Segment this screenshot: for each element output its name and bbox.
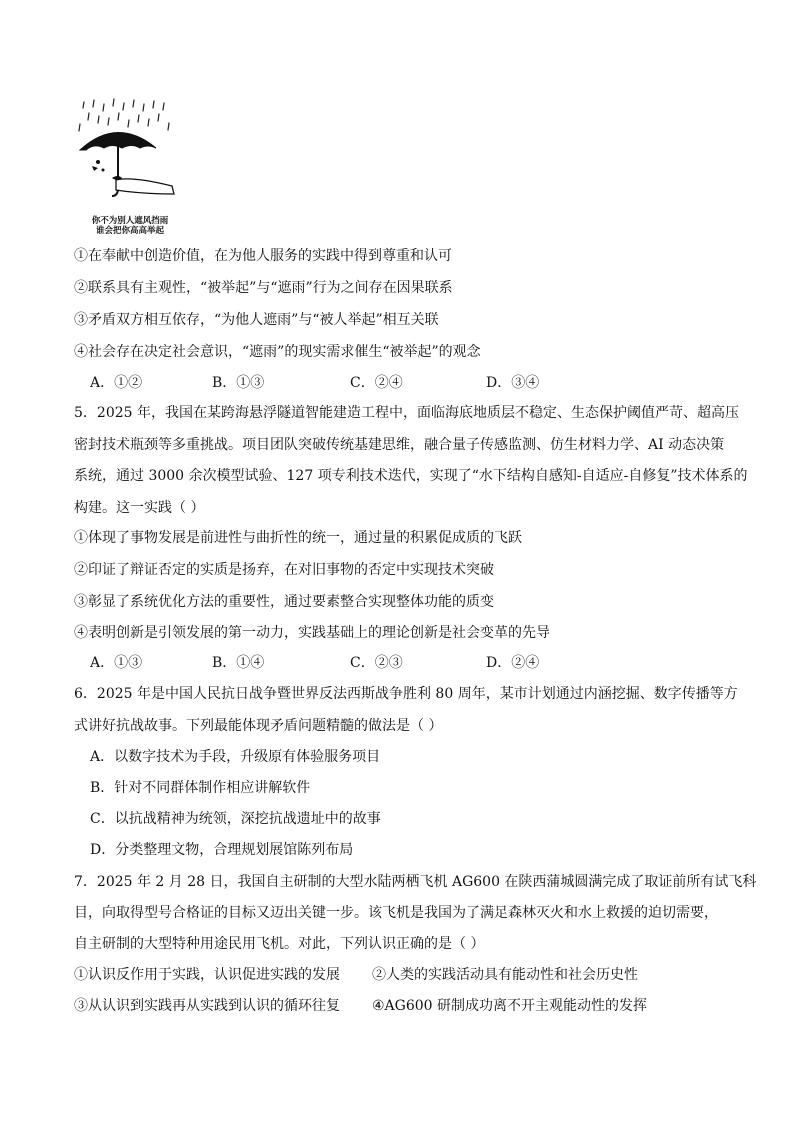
q6-option-c: C．以抗战精神为统领，深挖抗战遗址中的故事 — [90, 811, 381, 827]
q4-option-1: ①在奉献中创造价值，在为他人服务的实践中得到尊重和认可 — [74, 248, 452, 264]
q6-stem-line-1: 6．2025 年是中国人民抗日战争暨世界反法西斯战争胜利 80 周年，某市计划通过内涵挖掘、数字传播等方 — [74, 686, 738, 702]
q5-stem-line-1: 5．2025 年，我国在某跨海悬浮隧道智能建造工程中，面临海底地质层不稳定、生态保护阈值严苛、超高压 — [74, 405, 739, 421]
q7-option-2: ②人类的实践活动具有能动性和社会历史性 — [372, 967, 638, 983]
q4-option-2: ②联系具有主观性，“被举起”与“遮雨”行为之间存在因果联系 — [74, 280, 453, 296]
q4-choice-c: C．②④ — [350, 375, 403, 391]
q5-choice-a: A．①③ — [90, 655, 143, 671]
q5-option-1: ①体现了事物发展是前进性与曲折性的统一，通过量的积累促成质的飞跃 — [74, 530, 522, 546]
q5-stem-line-3: 系统，通过 3000 余次模型试验、127 项专利技术迭代，实现了“水下结构自感知-自适应-自修复”技术体系的 — [74, 468, 748, 484]
q6-stem-line-2: 式讲好抗战故事。下列最能体现矛盾问题精髓的做法是（ ） — [74, 718, 443, 734]
q5-stem-line-4: 构建。这一实践（ ） — [74, 500, 205, 516]
q7-stem-line-2: 目，向取得型号合格证的目标又迈出关键一步。该飞机是我国为了满足森林灭火和水上救援的迫切需要， — [74, 905, 718, 921]
q4-choice-a: A．①② — [90, 375, 143, 391]
q7-stem-line-3: 自主研制的大型特种用途民用飞机。对此，下列认识正确的是（ ） — [74, 936, 485, 952]
q4-option-4: ④社会存在决定社会意识，“遮雨”的现实需求催生“被举起”的观念 — [74, 344, 481, 360]
q4-option-3: ③矛盾双方相互依存，“为他人遮雨”与“被人举起”相互关联 — [74, 312, 439, 328]
q6-option-b: B．针对不同群体制作相应讲解软件 — [90, 780, 311, 796]
q5-choice-c: C．②③ — [350, 655, 403, 671]
q7-option-4: ④AG600 研制成功离不开主观能动性的发挥 — [372, 998, 648, 1014]
q5-choice-b: B．①④ — [212, 655, 265, 671]
q4-choice-d: D．③④ — [486, 375, 540, 391]
caption-line-2: 谁会把你高高举起 — [95, 226, 164, 236]
q6-option-d: D．分类整理文物，合理规划展馆陈列布局 — [90, 842, 354, 858]
cartoon-caption — [70, 216, 190, 236]
q7-stem-line-1: 7．2025 年 2 月 28 日，我国自主研制的大型水陆两栖飞机 AG600 在陕西蒲城圆满完成了取证前所有试飞科 — [74, 874, 757, 890]
q5-option-2: ②印证了辩证否定的实质是扬弃，在对旧事物的否定中实现技术突破 — [74, 562, 494, 578]
q5-option-3: ③彰显了系统优化方法的重要性，通过要素整合实现整体功能的质变 — [74, 594, 494, 610]
q5-choice-d: D．②④ — [486, 655, 540, 671]
q5-stem-line-2: 密封技术瓶颈等多重挑战。项目团队突破传统基建思维，融合量子传感监测、仿生材料力学、AI 动态决策 — [74, 437, 725, 453]
q7-option-3: ③从认识到实践再从实践到认识的循环往复 — [74, 998, 340, 1014]
q5-option-4: ④表明创新是引领发展的第一动力，实践基础上的理论创新是社会变革的先导 — [74, 625, 550, 641]
q7-option-1: ①认识反作用于实践，认识促进实践的发展 — [74, 967, 340, 983]
q4-choice-b: B．①③ — [212, 375, 265, 391]
caption-line-1: 你不为别人遮风挡雨 — [91, 216, 169, 226]
q6-option-a: A．以数字技术为手段，升级原有体验服务项目 — [90, 749, 381, 765]
